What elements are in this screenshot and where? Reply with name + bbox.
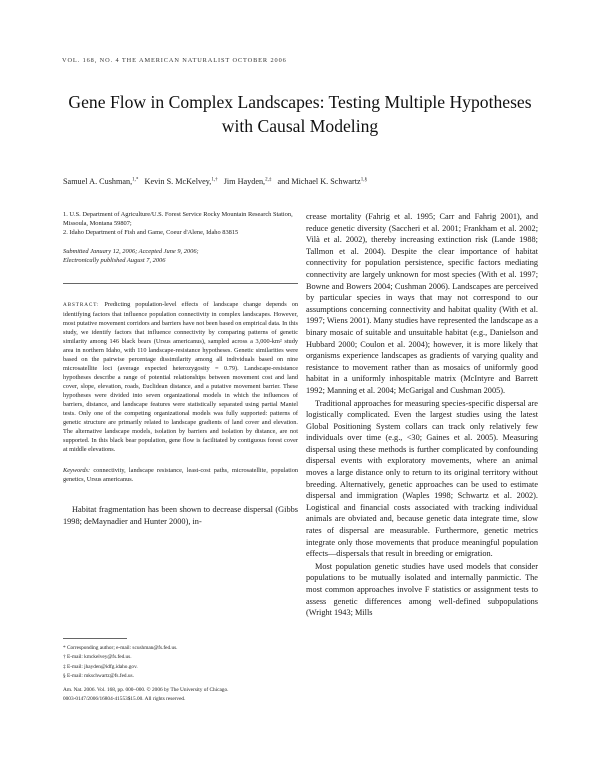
abstract-text: Predicting population-level effects of landscape change depends on identifying factors that influence population connectivity in complex landscapes. However, most putative movement corridors and barriers have not been based on empirical data. In this study, we identify factors that influence connectivity by comparing patterns of genetic similarity among 146 black bears (Ursus americanus), sampled across a 3,000-km² study area in northern Idaho, with 110 landscape-resistance hypotheses. Genetic similarities were based on the pairwise percentage dissimilarity among all individuals based on nine microsatellite loci (average expected heterozygosity = 0.79). Landscape-resistance hypotheses describe a range of potential relationships between movement cost and land cover, slope, elevation, roads, Euclidean distance, and a putative movement barrier. These hypotheses were divided into seven organizational models in which the influences of barriers, distance, and landscape features were statistically separated using partial Mantel tests. Only one of the competing organizational models was fully supported: patterns of genetic structure are primarily related to landscape gradients of land cover and elevation. The alternative landscape models, isolation by barriers and isolation by distance, are not supported. In this black bear population, gene flow is facilitated by contiguous forest cover at middle elevations. — [63, 301, 298, 453]
running-head: VOL. 168, NO. 4 THE AMERICAN NATURALIST OCTOBER 2006 — [62, 57, 287, 64]
affiliation: 1. U.S. Department of Agriculture/U.S. Forest Service Rocky Mountain Research Station, Missoula, Montana 59807; — [63, 211, 293, 227]
keywords-label: Keywords: — [63, 467, 91, 474]
published-date: Electronically published August 7, 2006 — [63, 257, 166, 264]
footnote-rule — [63, 638, 127, 639]
left-column — [63, 210, 298, 527]
author-list — [63, 177, 367, 186]
abstract-label: ABSTRACT: — [63, 302, 100, 308]
abstract — [63, 300, 298, 454]
body-paragraph: crease mortality (Fahrig et al. 1995; Carr and Fahrig 2001), and reduce genetic diversity (Saccheri et al. 2001; Frankham et al. 2002; Vilà et al. 2002), thereby increasing extinction risk (Lande 1988; Tallmon et al. 2004). Despite the clear importance of habitat connectivity for population persistence, specific factors mediating connectivity are largely unknown for most species (With et al. 1997; Bowne and Bowers 2004; Cushman 2006). Landscapes are perceived by particular species in ways that may not correspond to our assumptions concerning connectivity and habitat quality (With et al. 1997; Wiens 2001). Many studies have represented the landscape as a binary mosaic of suitable and unsuitable habitat (e.g., Danielson and Hubbard 2000; Coulon et al. 2004); however, it is more likely that organisms experience landscapes as gradients of varying quality and resistance to movement rather than as mosaics of uniformly good habitat in a uniformly inhospitable matrix (McIntyre and Barrett 1992; Manning et al. 2004; McGarigal and Cushman 2005). — [306, 212, 538, 395]
citation-line: Am. Nat. 2006. Vol. 168, pp. 000–000. © 2006 by The University of Chicago. — [63, 687, 229, 694]
author-mark: 1,* — [132, 177, 139, 183]
body-paragraph: Habitat fragmentation has been shown to decrease dispersal (Gibbs 1998; deMaynadier and Hunter 2000), in- — [63, 505, 298, 526]
author-mark: 2,‡ — [265, 177, 272, 183]
author-mark: 1,† — [211, 177, 218, 183]
footnote: ‡ E-mail: jhayden@idfg.idaho.gov. — [63, 663, 138, 670]
body-paragraph: Most population genetic studies have used models that consider populations to be mutually isolated and internally panmictic. The most common approaches involve F statistics or assignment tests to assess genetic differences among well-defined subpopulations (Wright 1943; Mills — [306, 561, 538, 618]
body-paragraph: Traditional approaches for measuring species-specific dispersal are logistically complicated. Even the largest studies using the latest Global Positioning System collars can track only relatively few individuals over time (e.g., <30; Gaines et al. 2005). Measuring dispersal using these methods is further complicated by confounding dispersal events with exploratory movements, where an animal moves a large distance only to return to its original territory without breeding. Alternatively, genetic approaches can be used to estimate dispersal and immigration (Waples 1998; Schwartz et al. 2002). Logistical and financial costs associated with tracking individual animals are obviated and, because genetic data integrate time, slow rates of dispersal are measurable. Furthermore, genetic metrics integrate only those movements that produce meaningful population effects—dispersals that result in breeding or emigration. — [306, 398, 538, 559]
article-title: Gene Flow in Complex Landscapes: Testing Multiple Hypotheses with Causal Modeling — [68, 92, 532, 136]
affiliations — [63, 210, 298, 237]
author-name: Jim Hayden, — [223, 177, 266, 186]
author-name: and Michael K. Schwartz — [277, 177, 361, 186]
author-name: Samuel A. Cushman, — [63, 177, 133, 186]
footnotes — [63, 638, 298, 705]
footnote: § E-mail: mkschwartz@fs.fed.us. — [63, 672, 134, 679]
footnote: † E-mail: kmckelvey@fs.fed.us. — [63, 654, 132, 661]
publication-dates — [63, 247, 298, 265]
keywords — [63, 466, 298, 484]
affiliation: 2. Idaho Department of Fish and Game, Coeur d'Alene, Idaho 83815 — [63, 229, 239, 236]
submitted-date: Submitted January 12, 2006; Accepted June 9, 2006; — [63, 248, 199, 255]
issn-line: 0003-0147/2006/16804-41553$15.00. All rights reserved. — [63, 696, 186, 703]
footnote: * Corresponding author; e-mail: scushman@fs.fed.us. — [63, 645, 178, 651]
keywords-text: connectivity, landscape resistance, least-cost paths, microsatellite, population genetics, Ursus americanus. — [63, 467, 299, 483]
right-column — [306, 211, 538, 619]
author-mark: 1,§ — [360, 177, 367, 183]
author-name: Kevin S. McKelvey, — [144, 177, 212, 186]
divider — [63, 283, 298, 284]
